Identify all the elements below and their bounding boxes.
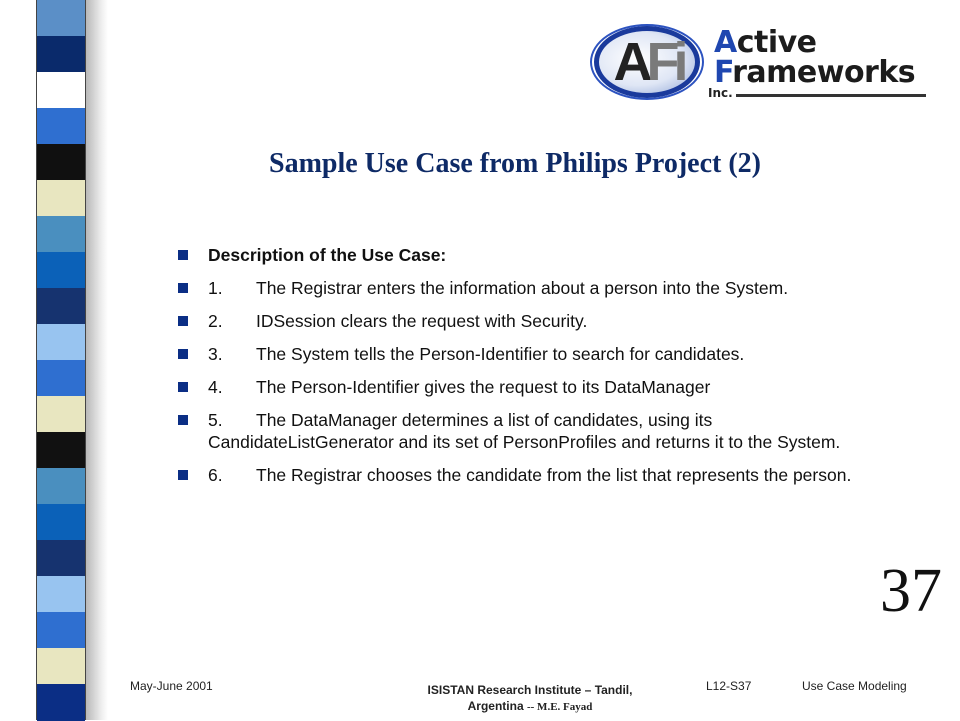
stripe-cell (37, 36, 85, 73)
decorative-stripe (0, 0, 110, 720)
bullet-item (178, 343, 858, 365)
logo-word-frameworks: Frameworks (714, 55, 916, 90)
bullet-item (178, 464, 858, 486)
logo-monogram: AFi (613, 32, 683, 92)
slide-title: Sample Use Case from Philips Project (2) (269, 148, 761, 179)
bullet-number: 3. (208, 344, 223, 364)
stripe-cell (37, 180, 85, 217)
bullet-number: 2. (208, 311, 223, 331)
footer-topic: Use Case Modeling (802, 679, 907, 693)
bullet-item (178, 376, 858, 398)
logo-underline (736, 94, 926, 97)
footer-author: -- M.E. Fayad (526, 701, 593, 713)
bullet-text: Description of the Use Case: (208, 245, 447, 265)
stripe-cell (37, 324, 85, 361)
bullet-text: The Person-Identifier gives the request to its DataManager (256, 377, 711, 397)
stripe-cell (37, 0, 85, 37)
stripe-shadow (86, 0, 108, 720)
logo-inc: Inc. (708, 86, 733, 100)
bullet-square-icon (178, 283, 188, 293)
bullet-square-icon (178, 316, 188, 326)
stripe-cell (37, 648, 85, 685)
bullet-item (178, 409, 858, 453)
bullet-square-icon (178, 415, 188, 425)
stripe-cell (37, 432, 85, 469)
stripe-cell (37, 684, 85, 721)
bullet-text: The System tells the Person-Identifier to search for candidates. (256, 344, 745, 364)
stripe-cell (37, 504, 85, 541)
bullet-number: 1. (208, 278, 223, 298)
bullet-item (178, 244, 858, 266)
bullet-square-icon (178, 382, 188, 392)
bullet-square-icon (178, 349, 188, 359)
footer-institute-name: ISISTAN Research Institute – Tandil, Argentina (427, 683, 633, 713)
footer-slide-code: L12-S37 (706, 679, 752, 693)
footer-date: May-June 2001 (130, 679, 213, 693)
bullet-square-icon (178, 250, 188, 260)
bullet-item (178, 277, 858, 299)
bullet-number: 6. (208, 465, 223, 485)
stripe-bar (36, 0, 86, 720)
stripe-cell (37, 612, 85, 649)
logo-word-active: Active (714, 25, 817, 60)
stripe-cell (37, 72, 85, 109)
stripe-cell (37, 252, 85, 289)
bullet-text: The DataManager determines a list of candidates, using its CandidateListGenerator and its set of PersonProfiles and returns it to the System. (208, 410, 841, 452)
stripe-cell (37, 468, 85, 505)
active-frameworks-logo (590, 22, 935, 106)
stripe-cell (37, 540, 85, 577)
bullet-text: The Registrar enters the information about a person into the System. (256, 278, 789, 298)
stripe-cell (37, 216, 85, 253)
bullet-number: 4. (208, 377, 223, 397)
slide-number: 37 (880, 557, 942, 625)
bullet-item (178, 310, 858, 332)
footer-institute (405, 682, 655, 715)
stripe-cell (37, 360, 85, 397)
bullet-square-icon (178, 470, 188, 480)
bullet-text: The Registrar chooses the candidate from the list that represents the person. (256, 465, 852, 485)
bullet-number: 5. (208, 410, 223, 430)
stripe-cell (37, 396, 85, 433)
stripe-cell (37, 288, 85, 325)
bullet-list (178, 244, 858, 497)
stripe-cell (37, 144, 85, 181)
stripe-cell (37, 576, 85, 613)
stripe-cell (37, 108, 85, 145)
bullet-text: IDSession clears the request with Security. (256, 311, 588, 331)
